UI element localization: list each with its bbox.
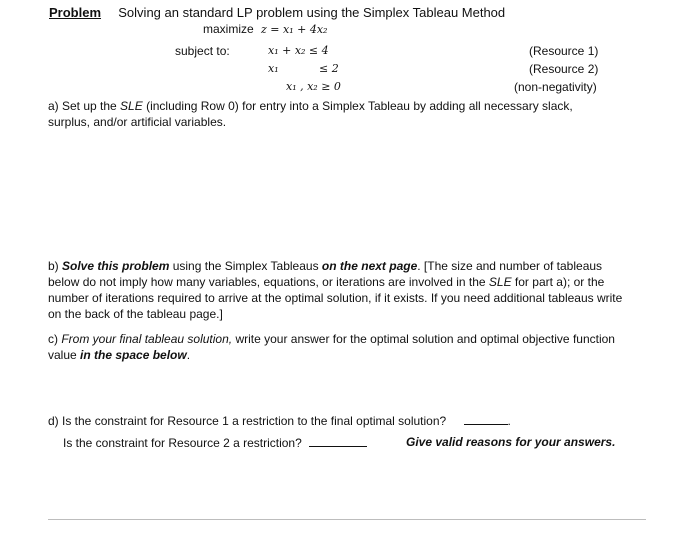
part-a-sle: SLE [120, 99, 143, 113]
subject-to-label: subject to: [175, 44, 230, 58]
part-c-text1: write your answer for the optimal solution and optimal objective function value [48, 332, 615, 362]
part-c [48, 331, 628, 363]
constraint-nonnegativity: x₁ , x₂ ≥ 0 [286, 80, 341, 93]
problem-header [49, 5, 505, 20]
part-d-question-1: d) Is the constraint for Resource 1 a restriction to the final optimal solution? . [48, 414, 511, 428]
part-c-text2: . [186, 348, 191, 362]
part-b-prefix: b) [48, 259, 63, 273]
answer-blank-resource-2[interactable] [309, 435, 367, 447]
note-nonnegativity: (non-negativity) [514, 80, 597, 94]
constraint-resource-2-rhs: ≤ 2 [319, 62, 339, 75]
note-resource-2: (Resource 2) [529, 62, 599, 76]
part-a-prefix: a) Set up the [48, 99, 121, 113]
answer-blank-resource-1[interactable] [464, 413, 508, 425]
part-b [48, 258, 628, 322]
part-d-reasons: Give valid reasons for your answers. [406, 435, 616, 449]
part-c-bold1: in the space below [80, 348, 187, 362]
part-b-text2: . [The size and number of tableaus below do not imply how many variables, equations, or iterations are involved in the [48, 259, 603, 289]
part-d-question-2 [63, 435, 367, 450]
part-a-text: (including Row 0) for entry into a Simplex Tableau by adding all necessary slack, [142, 99, 573, 113]
objective-line [203, 22, 327, 36]
problem-label: Problem [49, 5, 102, 20]
note-resource-1: (Resource 1) [529, 44, 599, 58]
constraint-resource-2-lhs: x₁ [268, 62, 279, 75]
part-b-bold2: on the next page [321, 259, 418, 273]
constraint-resource-1: x₁ + x₂ ≤ 4 [268, 44, 329, 57]
part-a [48, 98, 648, 130]
part-b-bold1: Solve this problem [62, 259, 170, 273]
part-d-q2-text: Is the constraint for Resource 2 a restriction? [63, 436, 302, 450]
part-a-line2: surplus, and/or artificial variables. [48, 115, 227, 129]
objective-function: z = x₁ + 4x₂ [261, 23, 328, 36]
bottom-divider [48, 519, 646, 520]
part-d-q1-text: d) Is the constraint for Resource 1 a restriction to the final optimal solution? [48, 414, 447, 428]
problem-title: Solving an standard LP problem using the Simplex Tableau Method [118, 5, 506, 20]
maximize-label: maximize [203, 22, 254, 36]
part-b-sle: SLE [488, 275, 512, 289]
part-c-italic: From your final tableau solution, [61, 332, 233, 346]
part-b-text1: using the Simplex Tableaus [169, 259, 322, 273]
part-b-text3: for part a); or the number of iterations required to arrive at the optimal solution, if it exists. If you need additional tableaus write on the back of the tableau page.] [48, 275, 623, 321]
part-c-prefix: c) [48, 332, 62, 346]
